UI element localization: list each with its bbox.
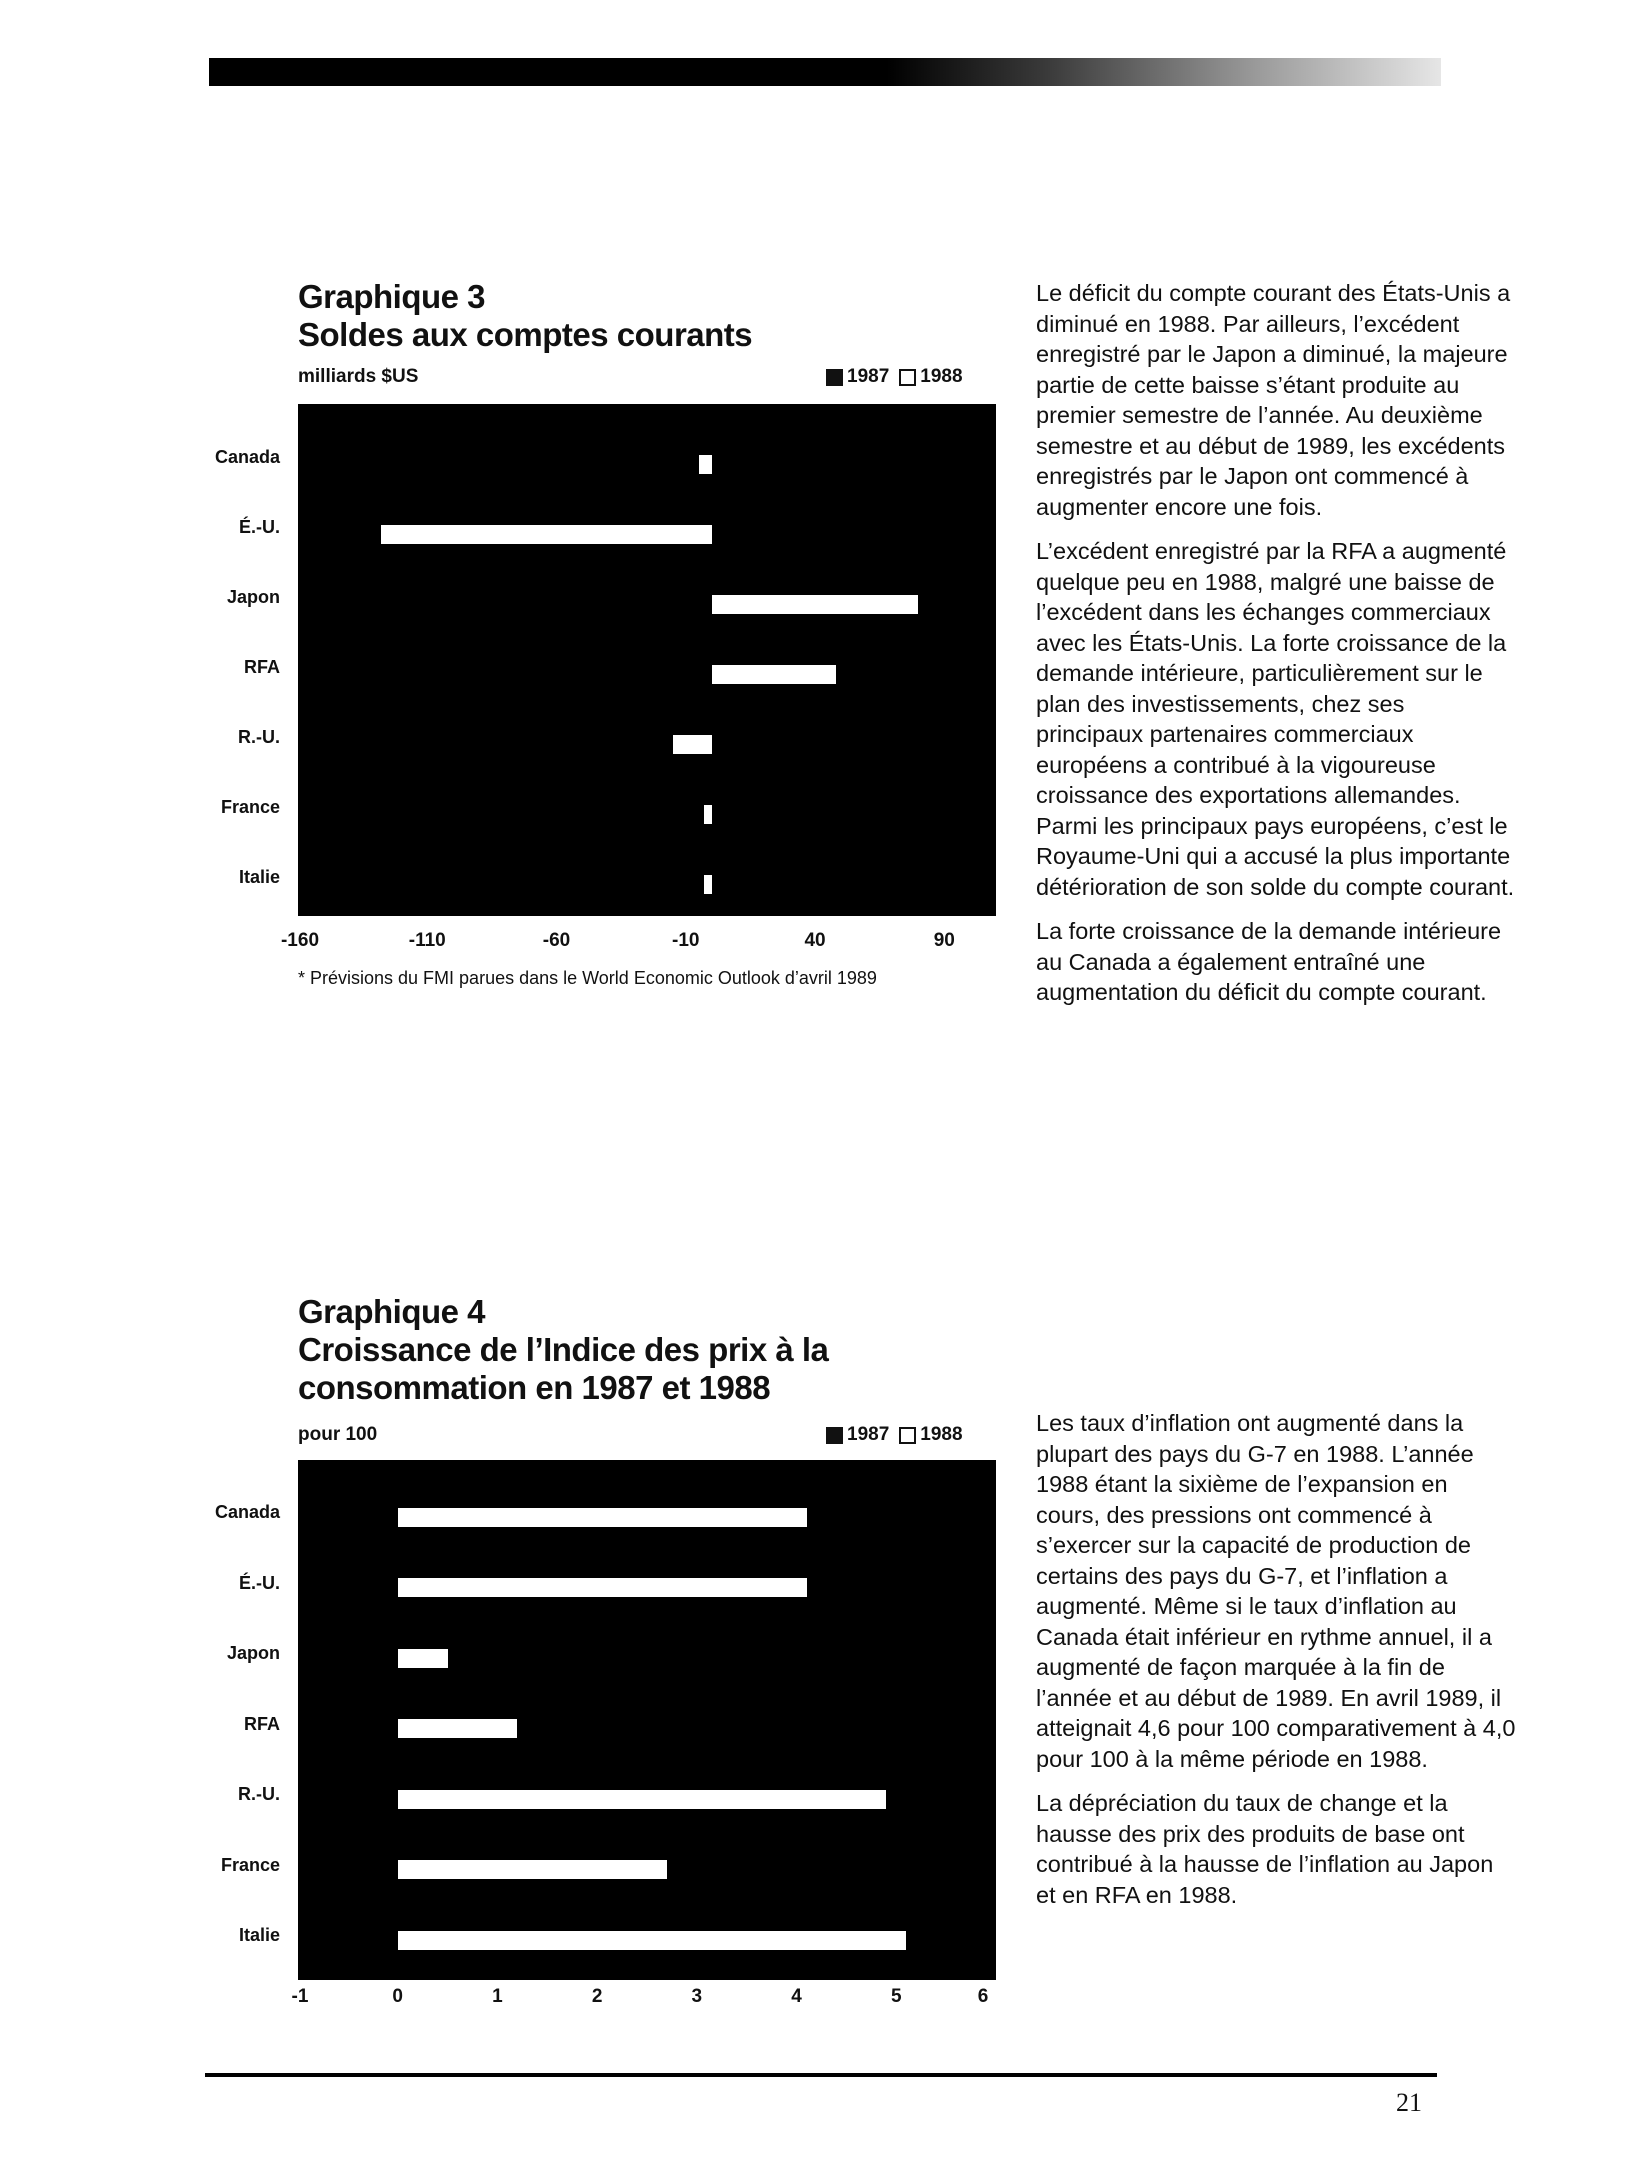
legend-swatch-1988 [899, 1427, 916, 1444]
category-label: É.-U. [238, 1572, 280, 1593]
chart3-unit-label: milliards $US [298, 366, 419, 387]
legend-label-1988: 1988 [920, 1424, 963, 1445]
bar-2 [712, 595, 919, 614]
bar-3 [398, 1719, 518, 1738]
category-label: Italie [238, 1925, 280, 1945]
category-label: France [220, 797, 280, 817]
x-tick-label: -1 [291, 1986, 309, 2007]
category-label: France [220, 1854, 280, 1875]
text-block-inflation [1036, 1408, 1516, 1924]
chart4-plot-area [298, 1460, 996, 1980]
bar-6 [398, 1931, 907, 1950]
bar-4 [673, 735, 712, 754]
legend-label-1987: 1987 [847, 1424, 890, 1445]
category-label: Japon [226, 1643, 280, 1663]
chart3-legend [826, 366, 963, 388]
x-tick-label: 4 [791, 1986, 802, 2007]
text-block-current-accounts [1036, 278, 1516, 1022]
category-label: Canada [214, 447, 280, 467]
x-tick-label: 2 [591, 1986, 603, 2007]
x-tick-label: 6 [977, 1986, 989, 2007]
chart4-unit-label: pour 100 [298, 1424, 378, 1445]
x-tick-label: -110 [408, 930, 446, 951]
chart4-title-line3: consommation en 1987 et 1988 [298, 1369, 771, 1406]
category-label: É.-U. [238, 517, 280, 537]
bottom-rule [205, 2073, 1437, 2077]
category-label: R.-U. [238, 727, 280, 747]
bar-4 [398, 1790, 887, 1809]
bar-1 [398, 1578, 807, 1597]
x-tick-label: 0 [392, 1986, 403, 2007]
legend-label-1988: 1988 [920, 366, 963, 387]
x-tick-label: 1 [492, 1986, 503, 2007]
bar-5 [704, 805, 712, 824]
x-tick-label: 90 [933, 930, 955, 951]
bar-5 [398, 1860, 667, 1879]
bar-0 [699, 455, 712, 474]
chart4-title [298, 1293, 828, 1407]
category-label: RFA [244, 657, 280, 677]
page-number: 21 [1396, 2088, 1422, 2117]
legend-swatch-1988 [899, 369, 916, 386]
paragraph: La forte croissance de la demande intérieure au Canada a également entraîné une augmentation du déficit du compte courant. [1036, 918, 1502, 1005]
chart3-title-line2: Soldes aux comptes courants [298, 316, 753, 353]
bar-6 [704, 875, 712, 894]
x-tick-label: -10 [672, 930, 700, 951]
chart3-title-line1: Graphique 3 [298, 278, 486, 315]
legend-swatch-1987 [826, 369, 843, 386]
chart3-plot-area [298, 404, 996, 916]
x-tick-label: 5 [890, 1986, 902, 2007]
paragraph: Les taux d’inflation ont augmenté dans la plupart des pays du G-7 en 1988. L’année 1988 étant la sixième de l’expansion en cours, des pressions ont commencé à s’exercer sur la capacité de production de certains des pays du G-7, et l’inflation a augmenté. Même si le taux d’inflation au Canada était inférieur en rythme annuel, il a augmenté de façon marquée à la fin de l’année et au début de 1989. En avril 1989, il atteignait 4,6 pour 100 comparativement à 4,0 pour 100 à la même période en 1988. [1036, 1410, 1516, 1772]
x-tick-label: 40 [804, 930, 826, 951]
chart4-title-line2: Croissance de l’Indice des prix à la [298, 1331, 829, 1368]
category-label: Canada [214, 1502, 280, 1522]
category-label: RFA [244, 1713, 280, 1734]
chart3-title [298, 278, 752, 354]
category-label: R.-U. [238, 1784, 280, 1804]
x-tick-label: -160 [280, 930, 320, 951]
x-tick-label: 3 [691, 1986, 703, 2007]
chart3-footnote: * Prévisions du FMI parues dans le World Economic Outlook d’avril 1989 [298, 968, 877, 988]
bar-3 [712, 665, 836, 684]
paragraph: La dépréciation du taux de change et la hausse des prix des produits de base ont contribué à la hausse de l’inflation au Japon et en RFA en 1988. [1036, 1790, 1494, 1908]
category-label: Italie [238, 867, 280, 887]
paragraph: Le déficit du compte courant des États-Unis a diminué en 1988. Par ailleurs, l’excédent enregistré par le Japon a diminué, la majeure partie de cette baisse s’étant produite au premier semestre de l’année. Au deuxième semestre et au début de 1989, les excédents enregistrés par le Japon ont commencé à augmenter encore une fois. [1036, 280, 1511, 520]
legend-swatch-1987 [826, 1427, 843, 1444]
bar-2 [398, 1649, 448, 1668]
top-decorative-bar [209, 58, 1441, 86]
legend-label-1987: 1987 [847, 366, 890, 387]
chart4-legend [826, 1424, 963, 1446]
chart4-title-line1: Graphique 4 [298, 1293, 486, 1330]
bar-1 [381, 525, 712, 544]
x-tick-label: -60 [542, 930, 571, 951]
bar-0 [398, 1508, 807, 1527]
paragraph: L’excédent enregistré par la RFA a augmenté quelque peu en 1988, malgré une baisse de l’excédent dans les échanges commerciaux avec les États-Unis. La forte croissance de la demande intérieure, particulièrement sur le plan des investissements, chez ses principaux partenaires commerciaux européens a contribué à la vigoureuse croissance des exportations allemandes. Parmi les principaux pays européens, c’est le Royaume-Uni qui a accusé la plus importante détérioration de son solde du compte courant. [1036, 538, 1515, 900]
category-label: Japon [226, 587, 280, 607]
